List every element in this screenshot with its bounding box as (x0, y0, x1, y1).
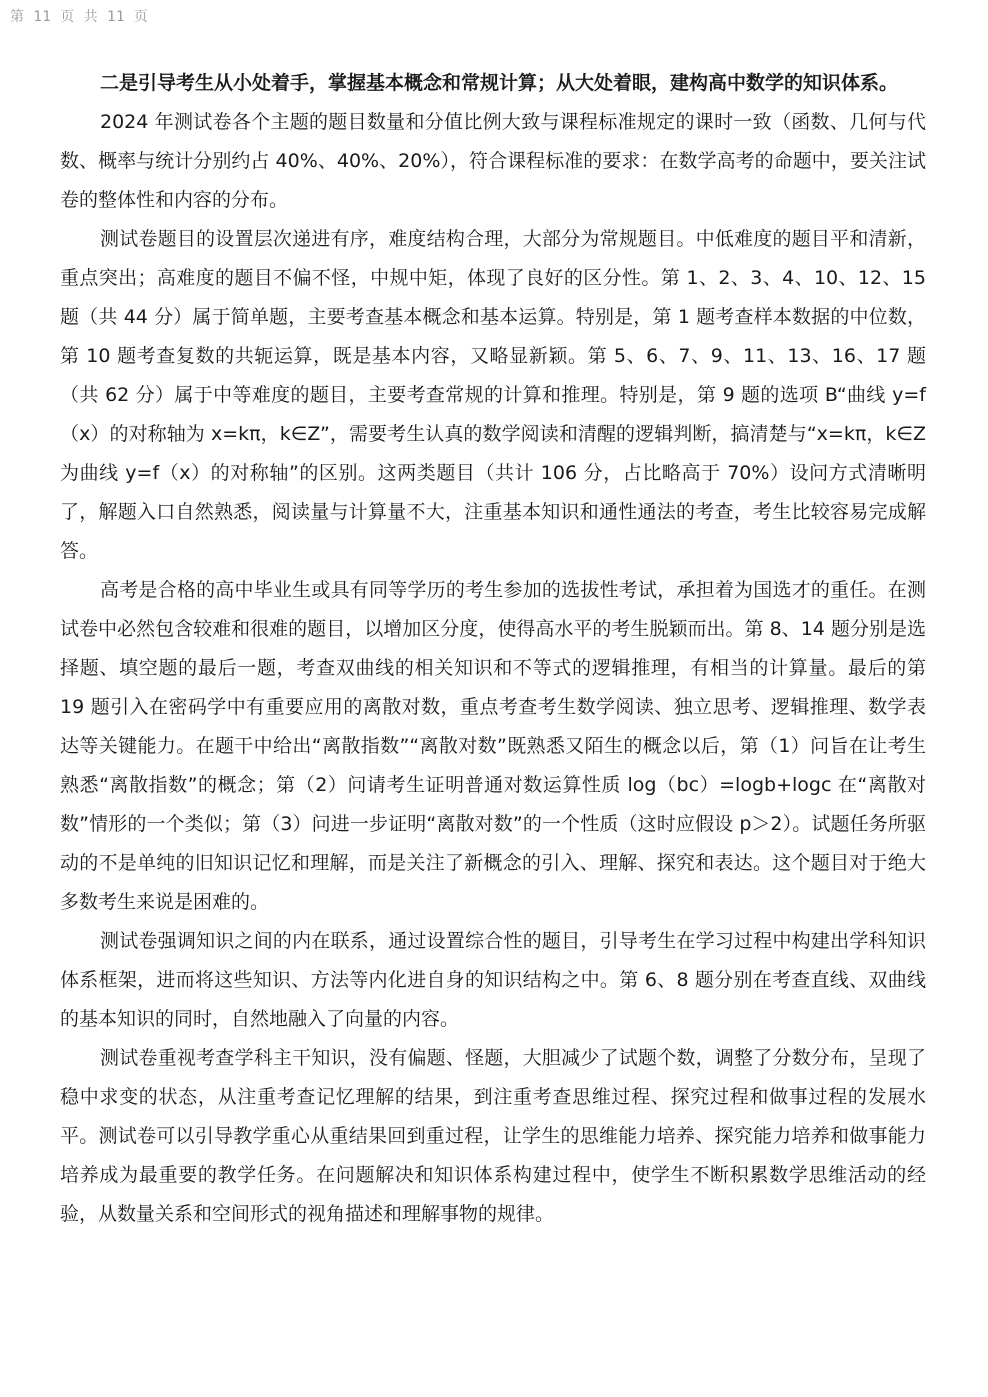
paragraph: 2024 年测试卷各个主题的题目数量和分值比例大致与课程标准规定的课时一致（函数、几何与代数、概率与统计分别约占 40%、40%、20%），符合课程标准的要求：在数学高考的命题中，要关注试卷的整体性和内容的分布。 (60, 111, 926, 211)
document-body (60, 64, 926, 1234)
page-indicator: 第 11 页 共 11 页 (10, 9, 149, 25)
paragraph: 测试卷题目的设置层次递进有序，难度结构合理，大部分为常规题目。中低难度的题目平和清新，重点突出；高难度的题目不偏不怪，中规中矩，体现了良好的区分性。第 1、2、3、4、10、12、15 题（共 44 分）属于简单题，主要考查基本概念和基本运算。特别是，第 1 题考查样本数据的中位数，第 10 题考查复数的共轭运算，既是基本内容，又略显新颖。第 5、6、7、9、11、13、16、17 题（共 62 分）属于中等难度的题目，主要考查常规的计算和推理。特别是，第 9 题的选项 B“曲线 y=f（x）的对称轴为 x=kπ，k∈Z”，需要考生认真的数学阅读和清醒的逻辑判断，搞清楚与“x=kπ，k∈Z 为曲线 y=f（x）的对称轴”的区别。这两类题目（共计 106 分，占比略高于 70%）设问方式清晰明了，解题入口自然熟悉，阅读量与计算量不大，注重基本知识和通性通法的考查，考生比较容易完成解答。 (60, 228, 926, 562)
paragraph-lead: 二是引导考生从小处着手，掌握基本概念和常规计算；从大处着眼，建构高中数学的知识体系。 (100, 72, 899, 94)
paragraph: 测试卷重视考查学科主干知识，没有偏题、怪题，大胆减少了试题个数，调整了分数分布，呈现了稳中求变的状态，从注重考查记忆理解的结果，到注重考查思维过程、探究过程和做事过程的发展水平。测试卷可以引导教学重心从重结果回到重过程，让学生的思维能力培养、探究能力培养和做事能力培养成为最重要的教学任务。在问题解决和知识体系构建过程中，使学生不断积累数学思维活动的经验，从数量关系和空间形式的视角描述和理解事物的规律。 (60, 1047, 926, 1225)
paragraph: 高考是合格的高中毕业生或具有同等学历的考生参加的选拔性考试，承担着为国选才的重任。在测试卷中必然包含较难和很难的题目，以增加区分度，使得高水平的考生脱颖而出。第 8、14 题分别是选择题、填空题的最后一题，考查双曲线的相关知识和不等式的逻辑推理，有相当的计算量。最后的第 19 题引入在密码学中有重要应用的离散对数，重点考查考生数学阅读、独立思考、逻辑推理、数学表达等关键能力。在题干中给出“离散指数”“离散对数”既熟悉又陌生的概念以后，第（1）问旨在让考生熟悉“离散指数”的概念；第（2）问请考生证明普通对数运算性质 log（bc）=logb+logc 在“离散对数”情形的一个类似；第（3）问进一步证明“离散对数”的一个性质（这时应假设 p＞2）。试题任务所驱动的不是单纯的旧知识记忆和理解，而是关注了新概念的引入、理解、探究和表达。这个题目对于绝大多数考生来说是困难的。 (60, 579, 926, 913)
paragraph: 测试卷强调知识之间的内在联系，通过设置综合性的题目，引导考生在学习过程中构建出学科知识体系框架，进而将这些知识、方法等内化进自身的知识结构之中。第 6、8 题分别在考查直线、双曲线的基本知识的同时，自然地融入了向量的内容。 (60, 930, 926, 1030)
